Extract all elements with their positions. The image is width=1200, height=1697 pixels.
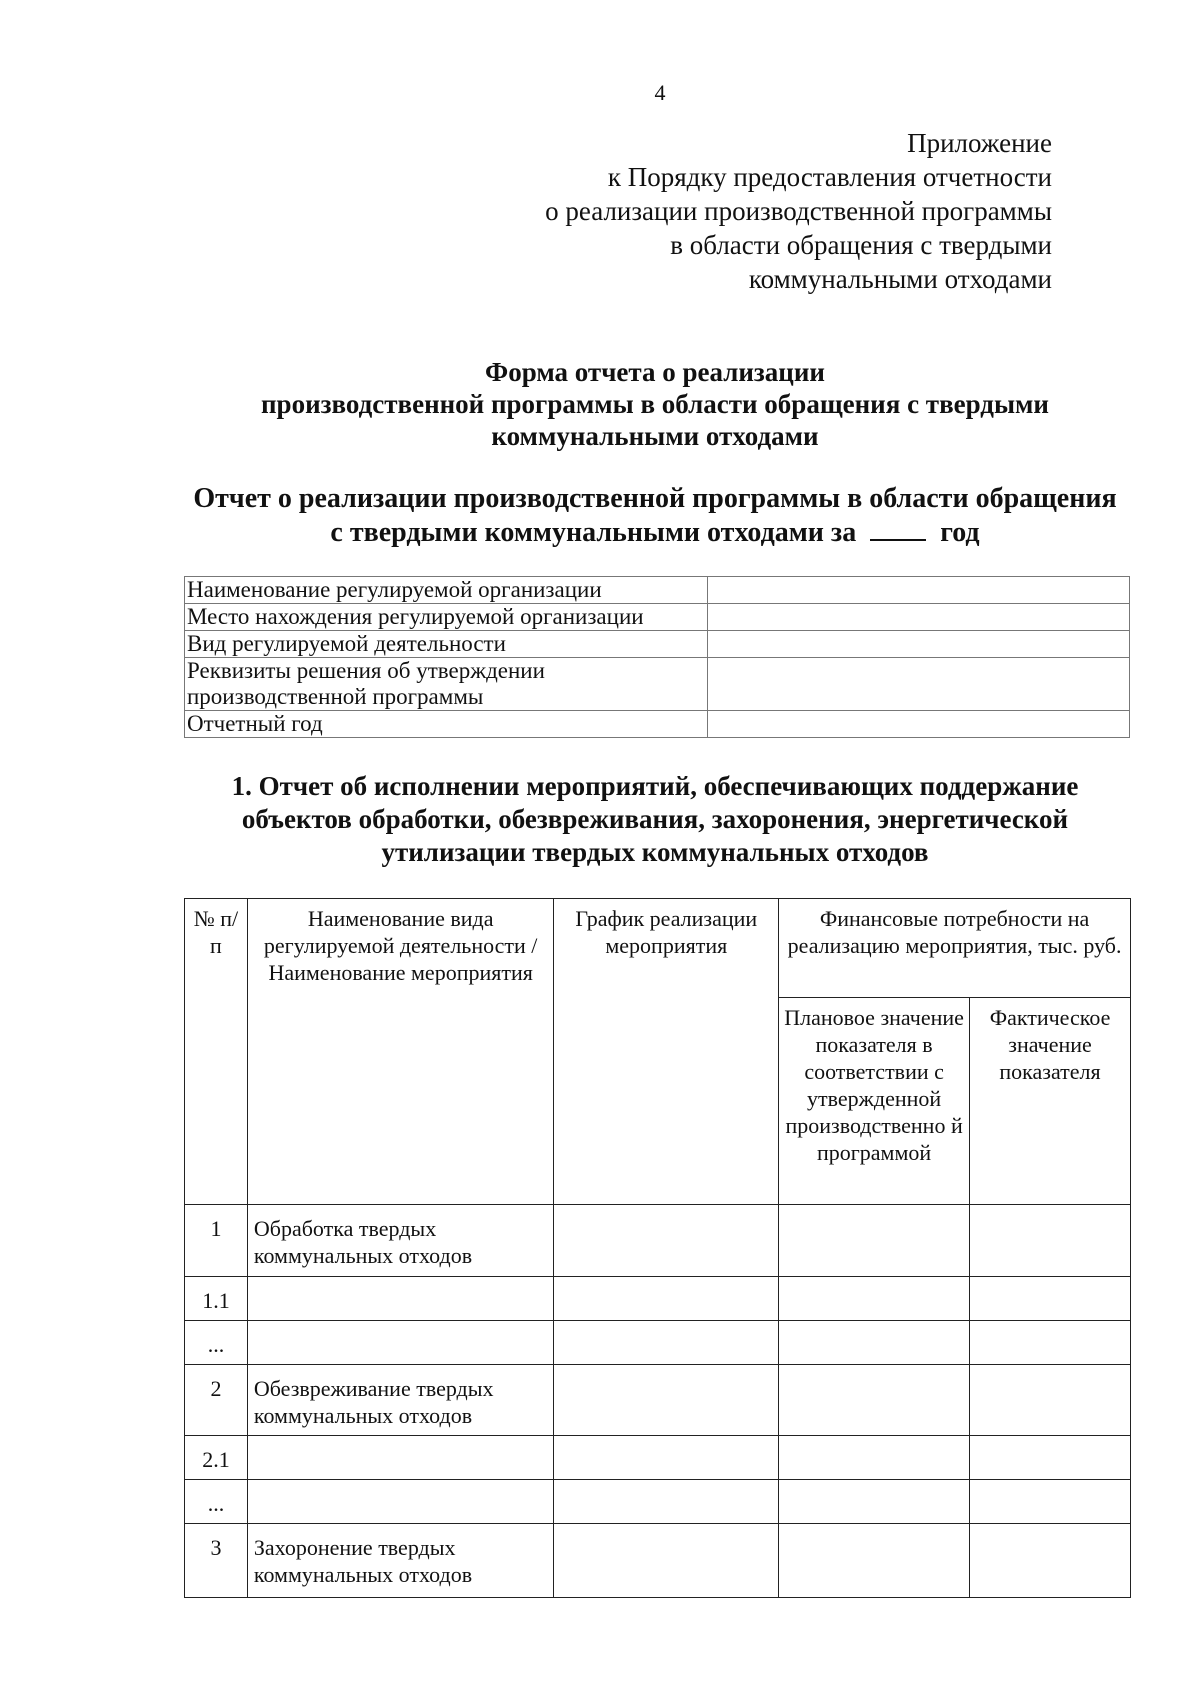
- row-actual-cell[interactable]: [970, 1277, 1131, 1321]
- year-blank-field[interactable]: [870, 517, 926, 541]
- row-num: ...: [185, 1480, 248, 1524]
- info-label: Реквизиты решения об утверждении производственной программы: [185, 658, 708, 711]
- row-name: Захоронение твердых коммунальных отходов: [247, 1524, 554, 1598]
- report-title-line: Отчет о реализации производственной программы в области обращения: [193, 483, 1117, 514]
- row-planned-cell[interactable]: [779, 1321, 970, 1365]
- header-num: № п/п: [185, 899, 248, 1205]
- form-title: [180, 356, 1130, 452]
- row-schedule-cell[interactable]: [554, 1321, 779, 1365]
- info-row: [185, 577, 1130, 604]
- row-actual-cell[interactable]: [970, 1480, 1131, 1524]
- row-schedule-cell[interactable]: [554, 1277, 779, 1321]
- table-row: [185, 1277, 1131, 1321]
- table-row: [185, 1205, 1131, 1277]
- row-actual-cell[interactable]: [970, 1436, 1131, 1480]
- form-title-line: производственной программы в области обращения с твердыми: [261, 389, 1049, 419]
- report-title-line2: [180, 516, 1130, 550]
- info-row: [185, 658, 1130, 711]
- activities-report-table: [184, 898, 1131, 1598]
- row-num: ...: [185, 1321, 248, 1365]
- section-title-line: объектов обработки, обезвреживания, захоронения, энергетической: [241, 804, 1069, 834]
- section-title-line: утилизации твердых коммунальных отходов: [381, 837, 929, 867]
- row-num: 1: [185, 1205, 248, 1277]
- info-value-cell[interactable]: [708, 604, 1130, 631]
- header-planned: Плановое значение показателя в соответствии с утвержденной производственно й программой: [779, 998, 970, 1205]
- header-actual: Фактическое значение показателя: [970, 998, 1131, 1205]
- table-row: [185, 1321, 1131, 1365]
- header-name: Наименование вида регулируемой деятельности / Наименование мероприятия: [247, 899, 554, 1205]
- info-value-cell[interactable]: [708, 658, 1130, 711]
- info-row: [185, 631, 1130, 658]
- header-finance: Финансовые потребности на реализацию мероприятия, тыс. руб.: [779, 899, 1131, 998]
- report-title: [180, 482, 1130, 550]
- form-title-line: коммунальными отходами: [491, 421, 819, 451]
- section-1-title: [180, 770, 1130, 869]
- form-title-line: Форма отчета о реализации: [485, 357, 825, 387]
- row-name: Обезвреживание твердых коммунальных отходов: [247, 1365, 554, 1436]
- row-schedule-cell[interactable]: [554, 1480, 779, 1524]
- row-name[interactable]: [247, 1321, 554, 1365]
- info-label: Вид регулируемой деятельности: [185, 631, 708, 658]
- section-title-line: 1. Отчет об исполнении мероприятий, обеспечивающих поддержание: [231, 771, 1079, 801]
- row-planned-cell[interactable]: [779, 1480, 970, 1524]
- info-row: [185, 604, 1130, 631]
- info-row: [185, 711, 1130, 738]
- header-row: [185, 899, 1131, 998]
- header-schedule: График реализации мероприятия: [554, 899, 779, 1205]
- row-actual-cell[interactable]: [970, 1524, 1131, 1598]
- appendix-line: коммунальными отходами: [748, 264, 1052, 294]
- info-value-cell[interactable]: [708, 577, 1130, 604]
- report-title-text: с твердыми коммунальными отходами за: [330, 517, 857, 548]
- row-num: 2: [185, 1365, 248, 1436]
- row-schedule-cell[interactable]: [554, 1436, 779, 1480]
- row-planned-cell[interactable]: [779, 1205, 970, 1277]
- row-name[interactable]: [247, 1277, 554, 1321]
- info-label: Отчетный год: [185, 711, 708, 738]
- row-actual-cell[interactable]: [970, 1205, 1131, 1277]
- table-row: [185, 1524, 1131, 1598]
- info-value-cell[interactable]: [708, 631, 1130, 658]
- row-planned-cell[interactable]: [779, 1365, 970, 1436]
- appendix-note: [545, 126, 1052, 296]
- table-row: [185, 1365, 1131, 1436]
- row-planned-cell[interactable]: [779, 1524, 970, 1598]
- organization-info-table: [184, 576, 1130, 738]
- row-num: 3: [185, 1524, 248, 1598]
- appendix-line: Приложение: [907, 128, 1052, 158]
- row-schedule-cell[interactable]: [554, 1365, 779, 1436]
- info-label: Место нахождения регулируемой организации: [185, 604, 708, 631]
- table-row: [185, 1480, 1131, 1524]
- row-name[interactable]: [247, 1480, 554, 1524]
- appendix-line: в области обращения с твердыми: [670, 230, 1052, 260]
- info-value-cell[interactable]: [708, 711, 1130, 738]
- appendix-line: о реализации производственной программы: [545, 196, 1052, 226]
- info-label: Наименование регулируемой организации: [185, 577, 708, 604]
- report-title-year-word: год: [940, 517, 980, 548]
- table-row: [185, 1436, 1131, 1480]
- row-schedule-cell[interactable]: [554, 1524, 779, 1598]
- row-schedule-cell[interactable]: [554, 1205, 779, 1277]
- page-number: 4: [654, 80, 666, 105]
- row-actual-cell[interactable]: [970, 1365, 1131, 1436]
- row-num: 2.1: [185, 1436, 248, 1480]
- row-num: 1.1: [185, 1277, 248, 1321]
- row-name[interactable]: [247, 1436, 554, 1480]
- row-planned-cell[interactable]: [779, 1436, 970, 1480]
- appendix-line: к Порядку предоставления отчетности: [607, 162, 1052, 192]
- row-name: Обработка твердых коммунальных отходов: [247, 1205, 554, 1277]
- row-planned-cell[interactable]: [779, 1277, 970, 1321]
- row-actual-cell[interactable]: [970, 1321, 1131, 1365]
